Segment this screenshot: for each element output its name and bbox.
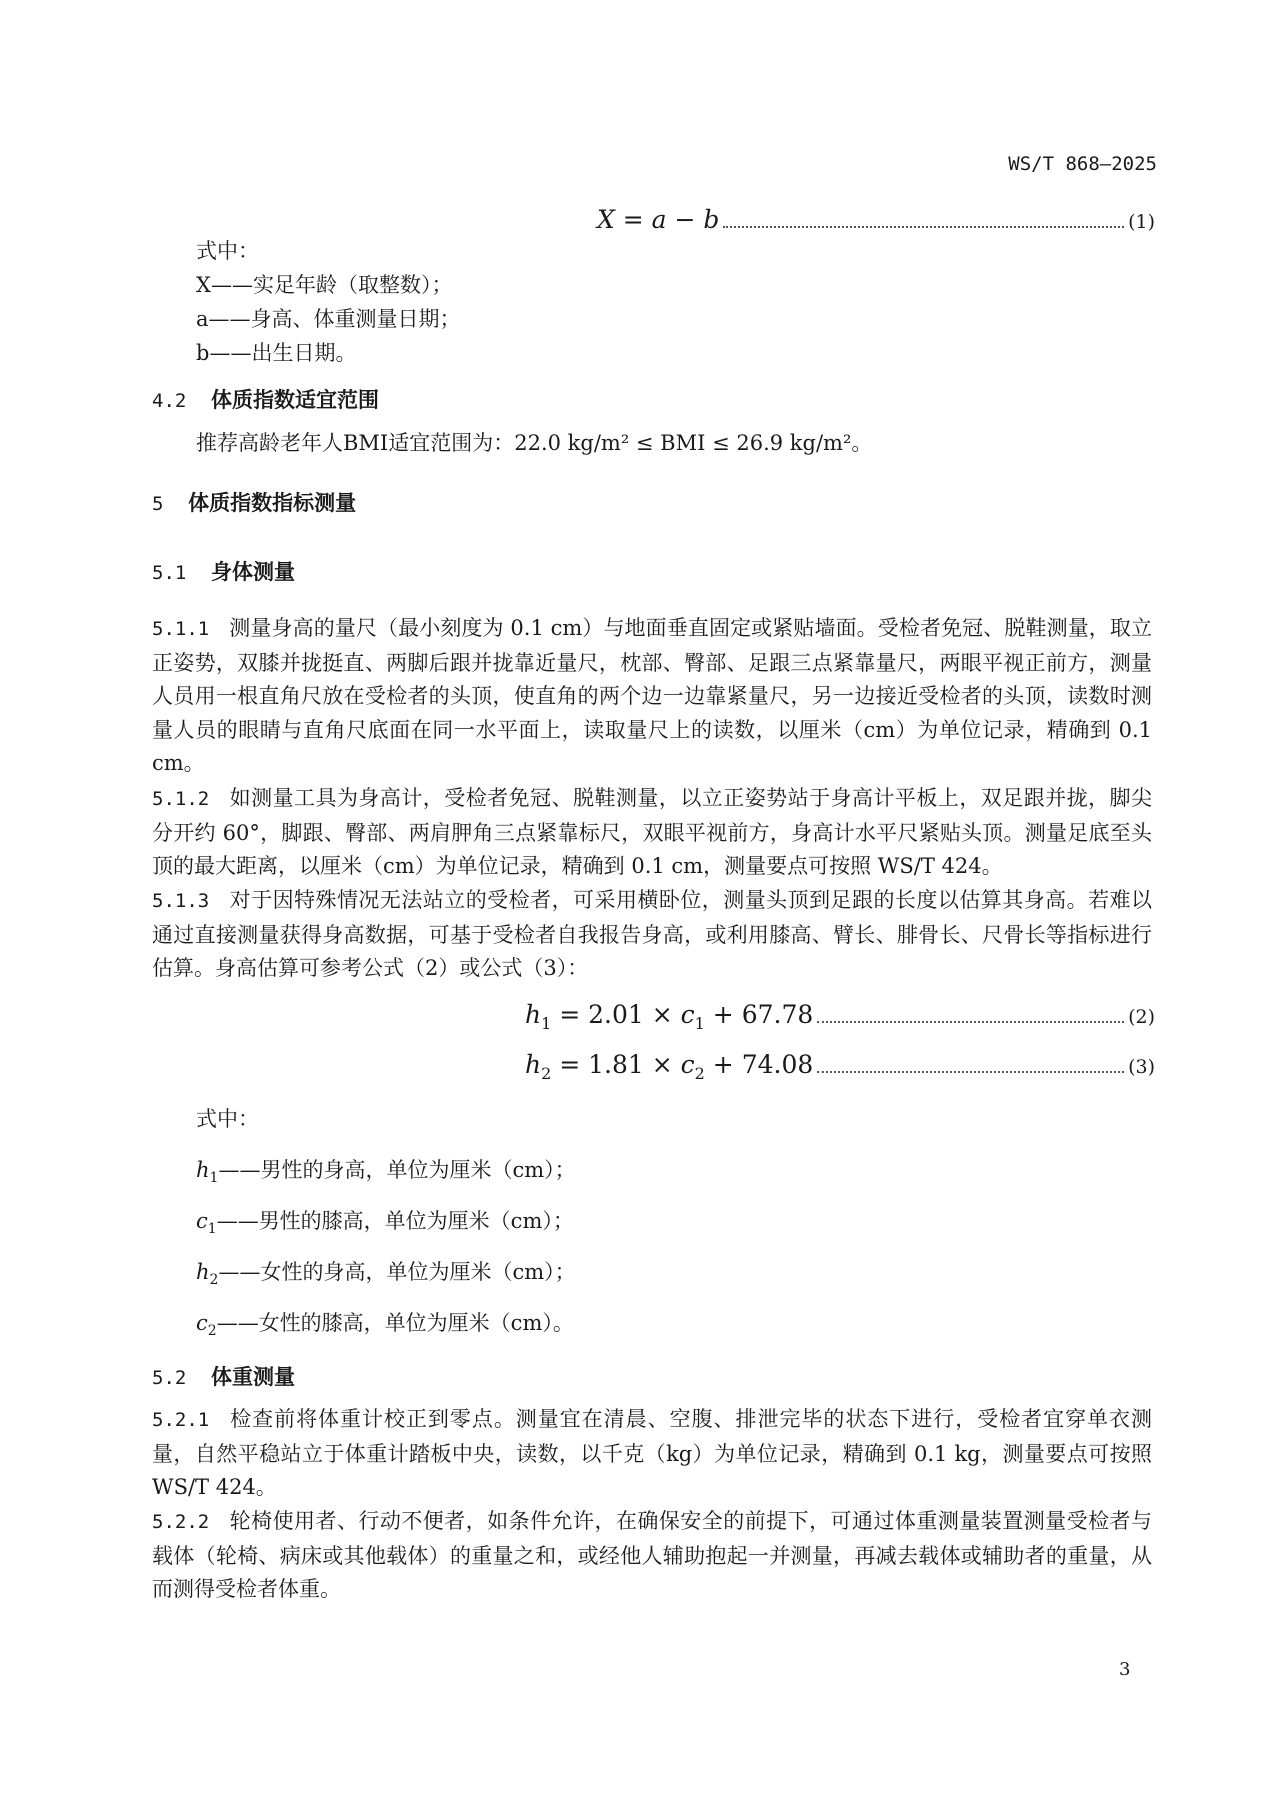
document-code: WS/T 868—2025 (1008, 153, 1157, 175)
formula-3-h-sub: 2 (541, 1064, 552, 1083)
legend-2-item (196, 1208, 574, 1242)
formula-1-a: a (651, 205, 667, 234)
legend-2-title: 式中： (196, 1107, 259, 1131)
legend-2-item (196, 1310, 574, 1344)
section-number: 5 (152, 493, 164, 515)
paragraph-5-2-2 (152, 1505, 1152, 1607)
clause-number: 5.2.1 (152, 1409, 210, 1431)
formula-1-x: X (597, 205, 615, 234)
formula-2 (525, 1000, 1155, 1033)
formula-2-h-sub: 1 (541, 1014, 552, 1033)
legend-symbol-sub: 2 (209, 1272, 219, 1289)
formula-2-rest-b: + 67.78 (704, 1000, 814, 1029)
formula-3-c-sub: 2 (694, 1064, 705, 1083)
clause-number: 5.1.3 (152, 890, 210, 912)
leader-dots (723, 226, 1124, 228)
section-number: 5.1 (152, 562, 187, 584)
paragraph-5-2-1 (152, 1403, 1152, 1505)
legend-symbol: c (196, 1209, 208, 1233)
formula-2-c-sub: 1 (694, 1014, 705, 1033)
formula-3 (525, 1050, 1155, 1083)
legend-2-item (196, 1157, 576, 1191)
formula-2-rest-a: = 2.01 × (551, 1000, 681, 1029)
formula-1-minus: − (666, 205, 704, 234)
legend-1-item: a——身高、体重测量日期； (196, 307, 461, 331)
section-number: 4.2 (152, 390, 187, 412)
clause-number: 5.2.2 (152, 1511, 210, 1533)
formula-1-eq: = (614, 205, 652, 234)
paragraph-text: 检查前将体重计校正到零点。测量宜在清晨、空腹、排泄完毕的状态下进行，受检者宜穿单衣测量，自然平稳站立于体重计踏板中央，读数，以千克（kg）为单位记录，精确到 0.1 kg，测量要点可按照 WS/T 424。 (152, 1407, 1152, 1499)
clause-number: 5.1.2 (152, 788, 210, 810)
formula-1-number: (1) (1128, 211, 1155, 233)
section-5-heading (152, 490, 356, 517)
formula-2-h: h (525, 1000, 542, 1029)
formula-1 (597, 205, 1155, 234)
formula-1-b: b (703, 205, 720, 234)
page-number: 3 (1119, 1659, 1131, 1680)
paragraph-5-1-1 (152, 612, 1152, 781)
section-title: 体重测量 (211, 1365, 296, 1389)
formula-3-rest-a: = 1.81 × (551, 1050, 681, 1079)
formula-3-c: c (680, 1050, 695, 1079)
legend-symbol-sub: 1 (209, 1170, 219, 1187)
section-title: 体质指数指标测量 (188, 491, 357, 515)
formula-2-number: (2) (1128, 1006, 1155, 1028)
formula-2-c: c (680, 1000, 695, 1029)
leader-dots (817, 1021, 1124, 1023)
section-5-2-heading (152, 1364, 295, 1391)
legend-text: ——女性的身高，单位为厘米（cm）； (218, 1260, 576, 1284)
paragraph-5-1-2 (152, 782, 1152, 884)
legend-1-item: X——实足年龄（取整数）； (196, 273, 453, 297)
section-title: 体质指数适宜范围 (211, 388, 380, 412)
legend-text: ——男性的膝高，单位为厘米（cm）； (216, 1209, 574, 1233)
legend-symbol-sub: 1 (207, 1221, 217, 1238)
formula-3-number: (3) (1128, 1056, 1155, 1078)
paragraph-text: 测量身高的量尺（最小刻度为 0.1 cm）与地面垂直固定或紧贴墙面。受检者免冠、脱鞋测量，取立正姿势，双膝并拢挺直、两脚后跟并拢靠近量尺，枕部、臀部、足跟三点紧靠量尺，两眼平视正前方，测量人员用一根直角尺放在受检者的头顶，使直角的两个边一边靠紧量尺，另一边接近受检者的头顶，读数时测量人员的眼睛与直角尺底面在同一水平面上，读取量尺上的读数，以厘米（cm）为单位记录，精确到 0.1 cm。 (152, 616, 1152, 775)
section-title: 身体测量 (211, 560, 296, 584)
legend-symbol: h (196, 1260, 210, 1284)
legend-symbol: h (196, 1158, 210, 1182)
section-5-1-heading (152, 559, 295, 586)
legend-symbol-sub: 2 (207, 1323, 217, 1340)
section-4-2-heading (152, 387, 379, 414)
legend-1-item: b——出生日期。 (196, 341, 357, 365)
legend-symbol: c (196, 1311, 208, 1335)
paragraph-text: 如测量工具为身高计，受检者免冠、脱鞋测量，以立正姿势站于身高计平板上，双足跟并拢，脚尖分开约 60°，脚跟、臀部、两肩胛角三点紧靠标尺，双眼平视前方，身高计水平尺紧贴头顶。测量足底至头顶的最大距离，以厘米（cm）为单位记录，精确到 0.1 cm，测量要点可按照 WS/T 424。 (152, 786, 1152, 878)
legend-text: ——女性的膝高，单位为厘米（cm）。 (216, 1311, 574, 1335)
paragraph-5-1-3 (152, 884, 1152, 986)
legend-text: ——男性的身高，单位为厘米（cm）； (218, 1158, 576, 1182)
section-number: 5.2 (152, 1367, 187, 1389)
clause-number: 5.1.1 (152, 618, 210, 640)
bmi-range-text: 推荐高龄老年人BMI适宜范围为：22.0 kg/m² ≤ BMI ≤ 26.9 kg/m²。 (196, 431, 873, 455)
formula-3-h: h (525, 1050, 542, 1079)
paragraph-text: 轮椅使用者、行动不便者，如条件允许，在确保安全的前提下，可通过体重测量装置测量受检者与载体（轮椅、病床或其他载体）的重量之和，或经他人辅助抱起一并测量，再减去载体或辅助者的重量，从而测得受检者体重。 (152, 1509, 1152, 1601)
legend-2-item (196, 1259, 576, 1293)
paragraph-text: 对于因特殊情况无法站立的受检者，可采用横卧位，测量头顶到足跟的长度以估算其身高。若难以通过直接测量获得身高数据，可基于受检者自我报告身高，或利用膝高、臂长、腓骨长、尺骨长等指标进行估算。身高估算可参考公式（2）或公式（3）： (152, 888, 1152, 980)
legend-1-title: 式中： (196, 239, 259, 263)
formula-3-rest-b: + 74.08 (704, 1050, 814, 1079)
leader-dots (817, 1071, 1124, 1073)
